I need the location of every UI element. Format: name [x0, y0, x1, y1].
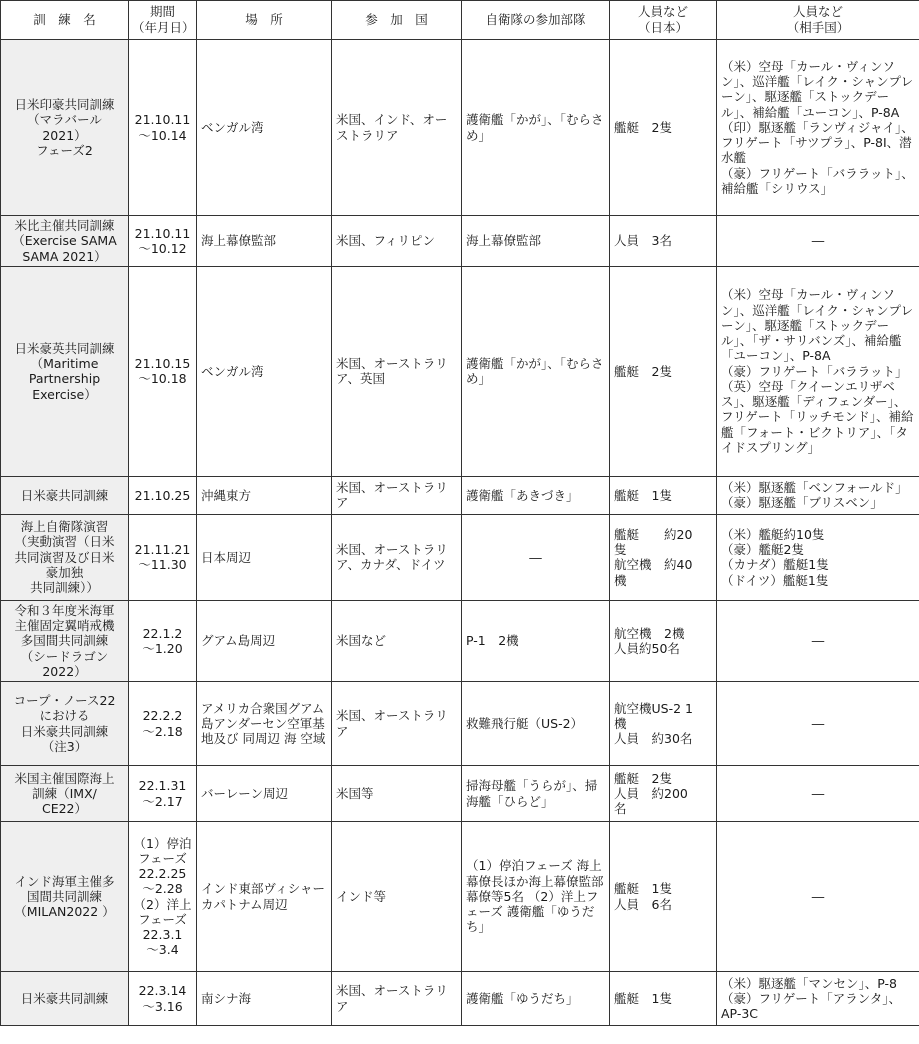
exercise-period [129, 514, 197, 600]
exercise-japan [610, 514, 717, 600]
exercise-partner [717, 476, 919, 514]
exercise-name-line: コープ・ノース22 [13, 693, 116, 708]
exercise-name-line: 共同演習及び日米 [14, 549, 115, 565]
exercise-name-line: 米比主催共同訓練 [14, 218, 115, 233]
exercise-name-line: 海上自衛隊演習 [20, 519, 109, 535]
exercise-period-line: 22.1.31 [138, 778, 187, 794]
exercise-period-line: （2）洋上 [133, 896, 192, 912]
exercise-period-line: 21.11.21 [134, 542, 191, 557]
exercise-japan-line: 人員 3名 [614, 233, 672, 249]
exercise-name-line: Exercise） [32, 386, 97, 402]
exercise-japan-line: 機 [614, 715, 627, 731]
exercise-units: （1）停泊フェーズ 海上幕僚長ほか海上幕僚監部幕僚等5名 （2）洋上フェーズ 護衛艦「ゆうだち」 [462, 822, 610, 972]
exercise-name [1, 476, 129, 514]
exercise-period [129, 266, 197, 476]
exercise-partner-line: （米）空母「カール・ヴィンソン」、巡洋艦「レイク・シャンプレーン」、駆逐艦「ストックデール」、「ザ・サリバンズ」、補給艦「ユーコン」、P-8A [721, 287, 914, 364]
exercise-partner-line: （豪）フリゲート「アランタ」、AP-3C [721, 990, 902, 1022]
exercise-japan-line: 艦艇 2隻 [614, 770, 672, 786]
exercise-name-line: 日米印豪共同訓練 [14, 97, 115, 112]
exercise-period [129, 682, 197, 766]
exercise-name-line: 日米豪英共同訓練 [14, 340, 115, 356]
exercise-countries: インド等 [332, 822, 462, 972]
exercise-japan [610, 476, 717, 514]
exercise-partner-line: （米）駆逐艦「マンセン」、P-8 [721, 975, 897, 991]
exercise-name-line: 令和３年度米海軍 [14, 602, 115, 618]
exercise-units: 護衛艦「かが」、「むらさめ」 [462, 40, 610, 216]
exercise-name-line: （MILAN2022 ） [14, 904, 115, 920]
exercise-japan-line: 航空機 2機 [614, 625, 685, 641]
exercise-units: 護衛艦「あきづき」 [462, 476, 610, 514]
exercise-period-line: 〜2.17 [142, 793, 183, 809]
exercise-name-line: フェーズ2 [36, 142, 93, 158]
exercise-units: 護衛艦「ゆうだち」 [462, 972, 610, 1026]
table-row [1, 476, 919, 514]
exercise-period-line: 〜10.12 [138, 240, 187, 256]
exercise-partner [717, 822, 919, 972]
exercise-partner-line: （印）駆逐艦「ランヴィジャイ」、フリゲート「サツプラ」、P-8I、潜水艦 [721, 119, 914, 166]
header-period [129, 1, 197, 40]
exercise-period-line: 〜1.20 [142, 640, 183, 656]
exercise-units: ― [462, 514, 610, 600]
exercise-japan-line: 艦艇 1隻 [614, 990, 672, 1006]
exercise-japan [610, 216, 717, 267]
exercise-period-line: フェーズ [138, 911, 187, 927]
exercise-japan-line: 人員 約30名 [614, 731, 693, 747]
exercise-countries: 米国、フィリピン [332, 216, 462, 267]
exercise-period [129, 766, 197, 822]
exercise-countries: 米国、オーストラリア、英国 [332, 266, 462, 476]
exercise-japan [610, 266, 717, 476]
exercise-partner-line: （英）空母「クイーンエリザベス」、駆逐艦「ディフェンダー」、フリゲート「リッチモンド」、補給艦「フォート・ビクトリア」、「タイドスプリング」 [721, 378, 914, 455]
exercise-period-line: フェーズ [138, 850, 187, 866]
exercise-partner-line: ― [811, 715, 825, 731]
exercise-place: バーレーン周辺 [197, 766, 332, 822]
exercise-partner [717, 514, 919, 600]
exercise-japan-line: 艦艇 1隻 [614, 881, 672, 897]
exercise-name-line: 国間共同訓練 [26, 888, 102, 904]
exercise-name-line: 米国主催国際海上 [14, 770, 115, 786]
exercise-partner-line: （豪）フリゲート「バララット」 [721, 363, 908, 379]
table-row [1, 40, 919, 216]
exercise-name-line: CE22） [41, 801, 88, 817]
header-period-line: 期間 [149, 4, 175, 20]
exercise-units: 掃海母艦「うらが」、掃海艦「ひらど」 [462, 766, 610, 822]
exercise-japan-line: 艦艇 1隻 [614, 487, 672, 503]
exercise-partner [717, 682, 919, 766]
exercise-period [129, 600, 197, 681]
exercise-name-line: 日米豪共同訓練 [20, 487, 109, 503]
exercise-name-line: インド海軍主催多 [14, 873, 115, 889]
exercise-partner-line: ― [811, 785, 825, 801]
exercise-name-line: （マラバール [27, 112, 102, 128]
exercise-partner-line: ― [811, 233, 825, 249]
exercise-period-line: （1）停泊 [133, 835, 192, 851]
exercise-period-line: 〜10.14 [138, 127, 187, 143]
exercise-place: ベンガル湾 [197, 40, 332, 216]
exercise-period [129, 40, 197, 216]
exercise-place: グアム島周辺 [197, 600, 332, 681]
exercise-place: インド東部ヴィシャーカパトナム周辺 [197, 822, 332, 972]
exercise-partner-line: （米）駆逐艦「ベンフォールド」 [721, 480, 908, 495]
exercise-period-line: 21.10.15 [134, 356, 191, 371]
exercise-partner-line: （カナダ）艦艇1隻 [721, 557, 829, 573]
exercise-partner-line: ― [811, 633, 825, 649]
exercise-period-line: 21.10.11 [134, 225, 191, 241]
exercise-place: アメリカ合衆国グアム島アンダーセン空軍基地及び 同周辺 海 空域 [197, 682, 332, 766]
exercise-period [129, 822, 197, 972]
exercise-period [129, 972, 197, 1026]
header-place: 場 所 [197, 1, 332, 40]
exercise-partner-line: （ドイツ）艦艇1隻 [721, 572, 829, 588]
exercise-japan-line: 名 [614, 801, 627, 817]
exercise-place: 日本周辺 [197, 514, 332, 600]
exercise-partner-line: （米）空母「カール・ヴィンソン」、巡洋艦「レイク・シャンプレーン」、駆逐艦「ストックデール」、補給艦「ユーコン」、P-8A [721, 58, 914, 120]
table-row [1, 216, 919, 267]
exercise-name-line: Partnership [28, 371, 101, 387]
exercise-japan [610, 822, 717, 972]
exercise-name-line: （シードラゴン [20, 648, 109, 664]
exercise-name [1, 682, 129, 766]
exercise-period-line: 22.2.2 [142, 708, 183, 724]
exercise-name-line: SAMA 2021） [22, 248, 107, 264]
exercise-countries: 米国、オーストラリア [332, 476, 462, 514]
exercise-period-line: 22.2.25 [138, 866, 187, 881]
header-partner [717, 1, 919, 40]
exercise-name-line: 豪加独 [45, 564, 84, 580]
exercise-partner-line: （豪）駆逐艦「ブリスベン」 [721, 495, 883, 511]
exercise-partner [717, 766, 919, 822]
exercise-name-line: 日米豪共同訓練 [20, 723, 109, 739]
exercise-japan-line: 機 [614, 572, 627, 588]
exercise-units: P-1 2機 [462, 600, 610, 681]
exercise-units: 護衛艦「かが」、「むらさめ」 [462, 266, 610, 476]
header-japan [610, 1, 717, 40]
exercise-japan [610, 682, 717, 766]
exercise-period-line: 21.10.25 [134, 487, 191, 503]
exercise-japan-line: 人員 6名 [614, 896, 672, 912]
exercise-japan [610, 766, 717, 822]
exercise-period-line: 〜10.18 [138, 371, 187, 387]
exercise-period-line: 22.3.14 [138, 983, 187, 999]
exercise-partner-line: （米）艦艇約10隻 [721, 526, 825, 542]
exercise-period-line: 〜11.30 [138, 557, 187, 573]
exercise-period-line: 〜2.18 [142, 723, 183, 739]
exercise-japan [610, 972, 717, 1026]
exercise-name [1, 766, 129, 822]
exercise-units: 海上幕僚監部 [462, 216, 610, 267]
exercise-japan-line: 航空機 約40 [614, 557, 693, 573]
exercise-partner-line: ― [811, 888, 825, 904]
exercise-period [129, 216, 197, 267]
exercise-name [1, 216, 129, 267]
exercise-countries: 米国、インド、オーストラリア [332, 40, 462, 216]
exercise-name [1, 600, 129, 681]
exercise-countries: 米国等 [332, 766, 462, 822]
exercise-partner [717, 216, 919, 267]
exercise-partner-line: （豪）フリゲート「バララット」、補給艦「シリウス」 [721, 165, 914, 196]
exercise-place: 沖縄東方 [197, 476, 332, 514]
exercise-name [1, 972, 129, 1026]
exercise-name-line: （Exercise SAMA [12, 233, 117, 249]
exercise-japan-line: 艦艇 2隻 [614, 119, 672, 135]
exercise-name-line: 多国間共同訓練 [20, 633, 109, 649]
table-row [1, 600, 919, 681]
exercise-period-line: 22.3.1 [142, 927, 183, 942]
table-row [1, 682, 919, 766]
exercise-name-line: 訓練（IMX/ [32, 785, 97, 801]
exercise-name-line: （実動演習（日米 [14, 534, 115, 550]
exercise-japan-line: 艦艇 2隻 [614, 363, 672, 379]
exercise-name-line: （Maritime [30, 356, 99, 371]
exercise-countries: 米国など [332, 600, 462, 681]
table-row [1, 266, 919, 476]
exercise-japan [610, 600, 717, 681]
exercise-period-line: 22.1.2 [142, 625, 183, 641]
table-row [1, 766, 919, 822]
exercise-japan-line: 航空機US-2 1 [614, 700, 693, 716]
exercise-japan-line: 艦艇 約20 [614, 526, 693, 542]
exercise-period-line: 〜3.4 [146, 942, 179, 958]
header-name: 訓 練 名 [1, 1, 129, 40]
exercise-name [1, 822, 129, 972]
exercise-name [1, 266, 129, 476]
exercise-partner [717, 40, 919, 216]
exercise-name-line: （注3） [41, 738, 88, 754]
header-japan-line: 人員など [637, 4, 688, 20]
exercise-name-line: 主催固定翼哨戒機 [14, 618, 115, 633]
table-row [1, 514, 919, 600]
table-row [1, 972, 919, 1026]
header-countries: 参 加 国 [332, 1, 462, 40]
exercise-countries: 米国、オーストラリア [332, 972, 462, 1026]
table-body [1, 40, 919, 1026]
exercise-japan [610, 40, 717, 216]
exercise-partner [717, 600, 919, 681]
table-row [1, 822, 919, 972]
exercise-period-line: 〜2.28 [142, 881, 183, 897]
exercise-units: 救難飛行艇（US-2） [462, 682, 610, 766]
exercise-name-line: 共同訓練）） [30, 580, 99, 596]
exercise-period-line: 21.10.11 [134, 112, 191, 128]
exercise-period-line: 〜3.16 [142, 998, 183, 1014]
exercise-name-line: における [39, 708, 90, 724]
exercise-japan-line: 隻 [614, 542, 627, 557]
header-period-line: （年月日） [132, 20, 195, 35]
exercise-name-line: 日米豪共同訓練 [20, 990, 109, 1006]
exercise-place: 海上幕僚監部 [197, 216, 332, 267]
exercise-countries: 米国、オーストラリア、カナダ、ドイツ [332, 514, 462, 600]
exercise-name [1, 514, 129, 600]
exercise-partner [717, 266, 919, 476]
exercise-place: ベンガル湾 [197, 266, 332, 476]
exercise-japan-line: 人員約50名 [614, 640, 680, 656]
header-row [1, 1, 919, 40]
exercise-place: 南シナ海 [197, 972, 332, 1026]
exercise-japan-line: 人員 約200 [614, 785, 688, 801]
header-units: 自衛隊の参加部隊 [462, 1, 610, 40]
exercise-name-line: 2022） [42, 663, 87, 679]
header-partner-line: 人員など [792, 4, 843, 20]
header-japan-line: （日本） [637, 20, 688, 35]
exercise-partner-line: （豪）艦艇2隻 [721, 542, 804, 557]
exercise-name-line: 2021） [42, 127, 87, 143]
exercise-period [129, 476, 197, 514]
header-partner-line: （相手国） [786, 20, 850, 35]
exercise-countries: 米国、オーストラリア [332, 682, 462, 766]
exercise-partner [717, 972, 919, 1026]
exercise-name [1, 40, 129, 216]
